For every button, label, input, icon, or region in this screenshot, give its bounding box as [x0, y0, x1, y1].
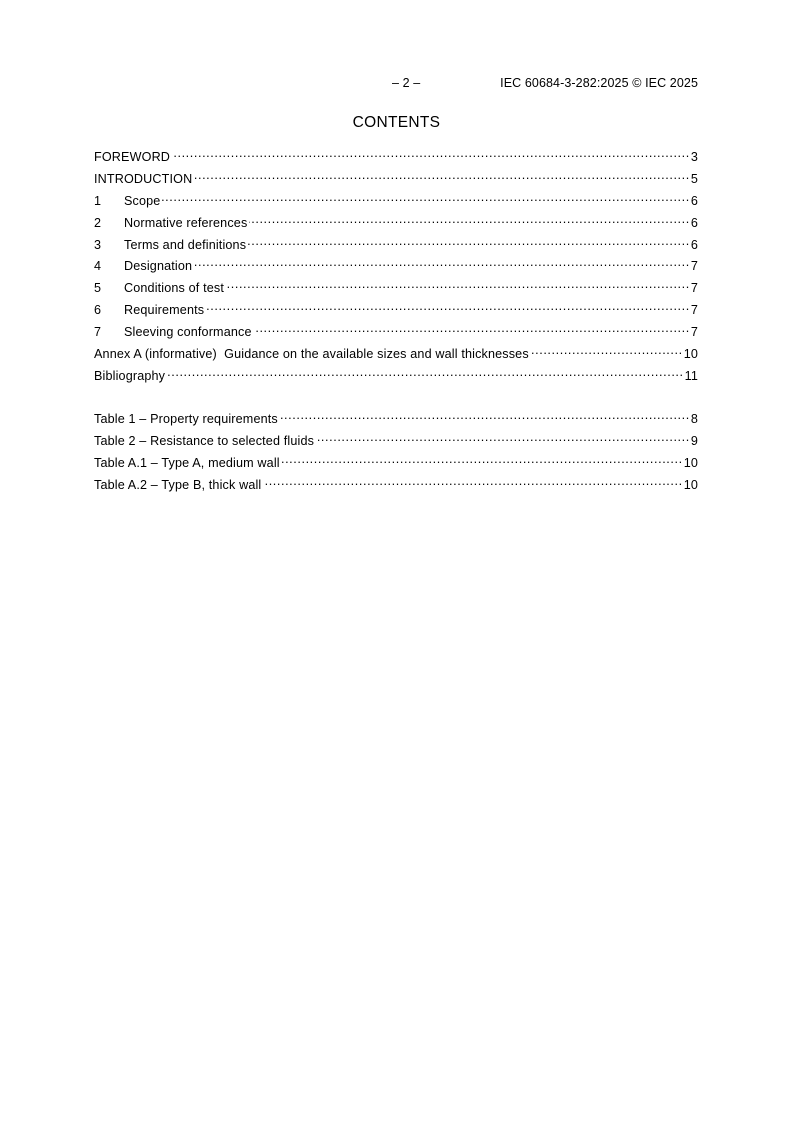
toc-leader-dots: [206, 298, 690, 314]
page-header: [94, 76, 698, 92]
toc-entry-terms-and-definitions[interactable]: [94, 233, 698, 255]
toc-leader-dots: [280, 407, 690, 423]
toc-entry-annex-a[interactable]: [94, 342, 698, 364]
toc-entry-label: Annex A (informative) Guidance on the available sizes and wall thicknesses: [94, 347, 529, 362]
toc-entry-label: FOREWORD: [94, 150, 171, 164]
toc-leader-dots: [282, 451, 683, 467]
toc-entry-number: 7: [94, 325, 102, 340]
toc-entry-page: 9: [690, 433, 698, 448]
page-number: – 2 –: [392, 76, 421, 90]
toc-entry-sleeving-conformance[interactable]: [94, 320, 698, 342]
toc-entry-number: 1: [94, 193, 102, 208]
toc-entry-table-1[interactable]: [94, 407, 698, 429]
toc-entry-label: Sleeving conformance: [124, 325, 252, 340]
toc-entry-label: Table A.1 – Type A, medium wall: [94, 455, 280, 470]
toc-entry-label: Conditions of test: [124, 281, 225, 296]
toc-entry-page: 10: [683, 347, 698, 362]
toc-leader-dots: [172, 145, 690, 161]
toc-entry-page: 7: [690, 303, 698, 318]
toc-leader-dots: [162, 189, 689, 205]
toc-entry-label: Normative references: [124, 215, 248, 230]
toc-entry-page: 10: [683, 477, 698, 492]
toc-leader-dots: [167, 364, 684, 380]
toc-entry-number: 6: [94, 303, 102, 318]
toc-entry-page: 8: [690, 412, 698, 426]
toc-entry-normative-references[interactable]: [94, 211, 698, 233]
toc-entry-label: Designation: [124, 259, 193, 274]
toc-entry-conditions-of-test[interactable]: [94, 276, 698, 298]
toc-entry-page: 7: [690, 325, 698, 340]
toc-leader-dots: [194, 254, 690, 270]
toc-leader-dots: [316, 429, 690, 445]
toc-entry-bibliography[interactable]: [94, 364, 698, 386]
toc-entry-label: Scope: [124, 193, 161, 208]
toc-entry-page: 11: [684, 368, 698, 383]
toc-leader-dots: [248, 233, 690, 249]
toc-entry-introduction[interactable]: [94, 167, 698, 189]
toc-entry-label: INTRODUCTION: [94, 171, 193, 186]
toc-entry-label: Requirements: [124, 303, 205, 318]
toc-entry-table-a2[interactable]: [94, 473, 698, 495]
toc-entry-label: Bibliography: [94, 368, 166, 383]
toc-entry-label: Table 2 – Resistance to selected fluids: [94, 433, 315, 448]
table-of-contents: [94, 145, 698, 386]
toc-leader-dots: [263, 473, 682, 489]
toc-entry-page: 6: [690, 193, 698, 208]
toc-entry-page: 10: [683, 455, 698, 470]
toc-entry-number: 5: [94, 281, 102, 296]
toc-entry-foreword[interactable]: [94, 145, 698, 167]
toc-entry-page: 5: [690, 171, 698, 186]
toc-entry-table-a1[interactable]: [94, 451, 698, 473]
toc-entry-label: Table 1 – Property requirements: [94, 412, 278, 426]
toc-entry-label: Terms and definitions: [124, 237, 247, 252]
toc-entry-page: 7: [690, 259, 698, 274]
document-identifier: IEC 60684-3-282:2025 © IEC 2025: [500, 76, 698, 90]
toc-entry-table-2[interactable]: [94, 429, 698, 451]
toc-entry-number: 4: [94, 259, 102, 274]
toc-entry-scope[interactable]: [94, 189, 698, 211]
toc-leader-dots: [254, 320, 690, 336]
toc-entry-number: 2: [94, 215, 102, 230]
toc-entry-label: Table A.2 – Type B, thick wall: [94, 477, 262, 492]
list-of-tables: [94, 407, 698, 495]
toc-leader-dots: [226, 276, 690, 292]
toc-entry-page: 7: [690, 281, 698, 296]
toc-leader-dots: [249, 211, 689, 227]
toc-leader-dots: [531, 342, 683, 358]
contents-heading: CONTENTS: [352, 114, 441, 131]
toc-leader-dots: [194, 167, 689, 183]
toc-entry-number: 3: [94, 237, 102, 252]
toc-entry-requirements[interactable]: [94, 298, 698, 320]
toc-entry-page: 3: [690, 150, 698, 164]
toc-entry-page: 6: [690, 215, 698, 230]
toc-entry-designation[interactable]: [94, 254, 698, 276]
toc-entry-page: 6: [690, 237, 698, 252]
